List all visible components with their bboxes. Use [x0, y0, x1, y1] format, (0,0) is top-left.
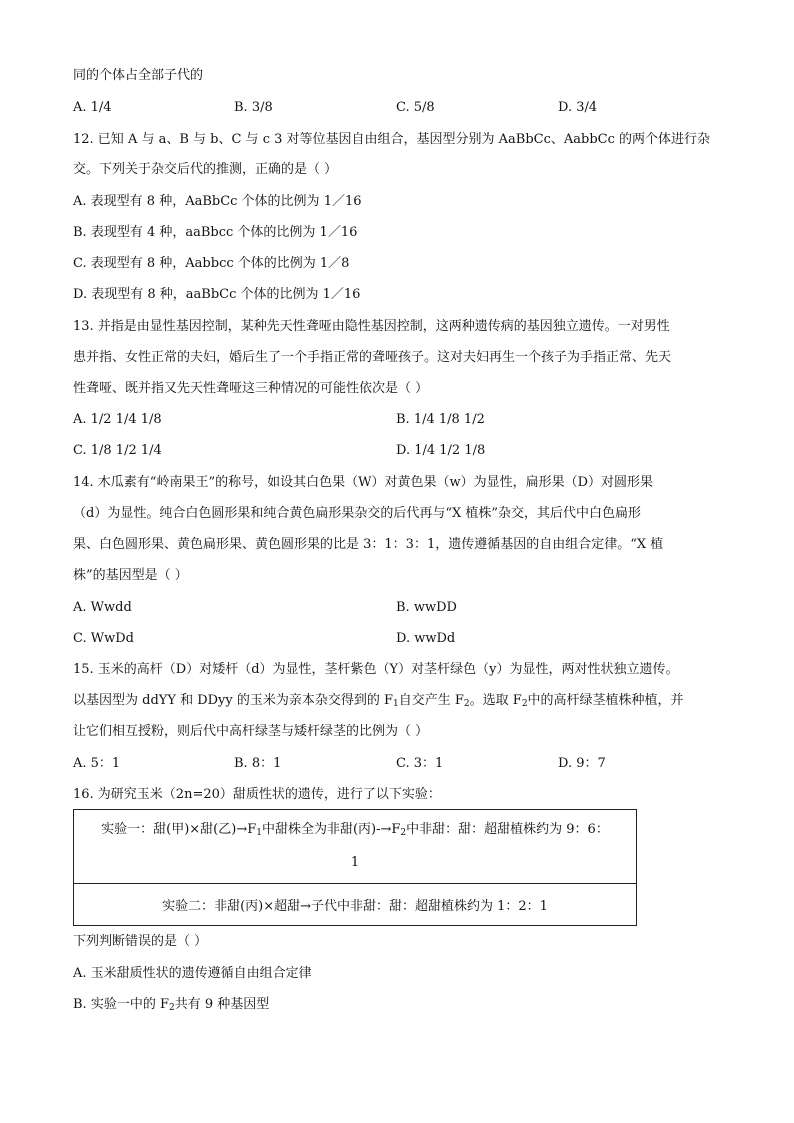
- q12-option-a: A. 表现型有 8 种，AaBbCc 个体的比例为 1／16: [73, 194, 362, 209]
- experiment-row-2: [74, 884, 637, 926]
- q13-option-b: B. 1/4 1/8 1/2: [396, 412, 485, 427]
- experiment-table: [73, 809, 637, 926]
- q15-option-d: D. 9：7: [558, 756, 606, 771]
- q15-stem-line3: 让它们相互授粉，则后代中高杆绿茎与矮杆绿茎的比例为（ ）: [73, 724, 429, 739]
- q11-option-b: B. 3/8: [234, 100, 273, 115]
- q14-option-c: C. WwDd: [73, 631, 134, 646]
- q15-option-a: A. 5：1: [73, 756, 121, 771]
- q15-option-b: B. 8：1: [234, 756, 282, 771]
- q15-stem-line2: 以基因型为 ddYY 和 DDyy 的玉米为亲本杂交得到的 $F_1$自交产生 $F_2$。选取 $F_2$中的高杆绿茎植株种植，并: [73, 693, 684, 709]
- q13-option-c: C. 1/8 1/2 1/4: [73, 443, 162, 458]
- q16-option-a: A. 玉米甜质性状的遗传遵循自由组合定律: [73, 966, 312, 981]
- q14-stem-line1: 14. 木瓜素有“岭南果王”的称号，如设其白色果（W）对黄色果（w）为显性，扁形果（D）对圆形果: [73, 475, 654, 490]
- q12-option-d: D. 表现型有 8 种，aaBbCc 个体的比例为 1／16: [73, 287, 361, 302]
- q15-stem-line1: 15. 玉米的高杆（D）对矮杆（d）为显性，茎杆紫色（Y）对茎杆绿色（y）为显性，两对性状独立遗传。: [73, 662, 679, 677]
- q14-option-d: D. wwDd: [396, 631, 456, 646]
- q14-option-a: A. Wwdd: [73, 600, 132, 615]
- q12-stem-line1: 12. 已知 A 与 a、B 与 b、C 与 c 3 对等位基因自由组合，基因型分别为 AaBbCc、AabbCc 的两个体进行杂: [73, 132, 711, 147]
- experiment-2-cell: 实验二：非甜(丙)×超甜→子代中非甜：甜：超甜植株约为 1：2：1: [74, 884, 637, 926]
- q14-option-b: B. wwDD: [396, 600, 457, 615]
- q14-stem-line3: 果、白色圆形果、黄色扁形果、黄色圆形果的比是 3：1：3：1，遗传遵循基因的自由组合定律。“X 植: [73, 537, 664, 552]
- q14-stem-line4: 株”的基因型是（ ）: [73, 568, 188, 583]
- q12-option-c: C. 表现型有 8 种，Aabbcc 个体的比例为 1／8: [73, 256, 350, 271]
- q11-option-c: C. 5/8: [396, 100, 435, 115]
- q13-option-a: A. 1/2 1/4 1/8: [73, 412, 162, 427]
- q13-stem-line3: 性聋哑、既并指又先天性聋哑这三种情况的可能性依次是（ ）: [73, 381, 429, 396]
- q13-stem-line1: 13. 并指是由显性基因控制，某种先天性聋哑由隐性基因控制，这两种遗传病的基因独立遗传。一对男性: [73, 319, 670, 334]
- q11-option-d: D. 3/4: [558, 100, 598, 115]
- q16-stem-line1: 16. 为研究玉米（2n=20）甜质性状的遗传，进行了以下实验：: [73, 787, 441, 802]
- q13-stem-line2: 患并指、女性正常的夫妇，婚后生了一个手指正常的聋哑孩子。这对夫妇再生一个孩子为手指正常、先天: [73, 350, 672, 365]
- q16-question: 下列判断错误的是（ ）: [73, 934, 208, 949]
- experiment-1-text-cont: 1: [350, 855, 360, 871]
- q16-option-b: B. 实验一中的 $F_2$共有 9 种基因型: [73, 997, 270, 1013]
- experiment-row-1: [74, 810, 637, 884]
- q12-stem-line2: 交。下列关于杂交后代的推测，正确的是（ ）: [73, 162, 338, 177]
- q13-option-d: D. 1/4 1/2 1/8: [396, 443, 486, 458]
- q11-option-a: A. 1/4: [73, 100, 112, 115]
- q12-option-b: B. 表现型有 4 种，aaBbcc 个体的比例为 1／16: [73, 225, 358, 240]
- experiment-1-text: 实验一：甜(甲)×甜(乙)$\to F_1$中甜株全为非甜(丙)$-\to F_2$中非甜：甜：超甜植株约为 9：6：: [101, 822, 609, 839]
- q14-stem-line2: （d）为显性。纯合白色圆形果和纯合黄色扁形果杂交的后代再与“X 植株”杂交，其后代中白色扁形: [73, 506, 642, 521]
- experiment-1-cell: [74, 810, 637, 884]
- intro-line: 同的个体占全部子代的: [73, 68, 204, 83]
- q15-option-c: C. 3：1: [396, 756, 444, 771]
